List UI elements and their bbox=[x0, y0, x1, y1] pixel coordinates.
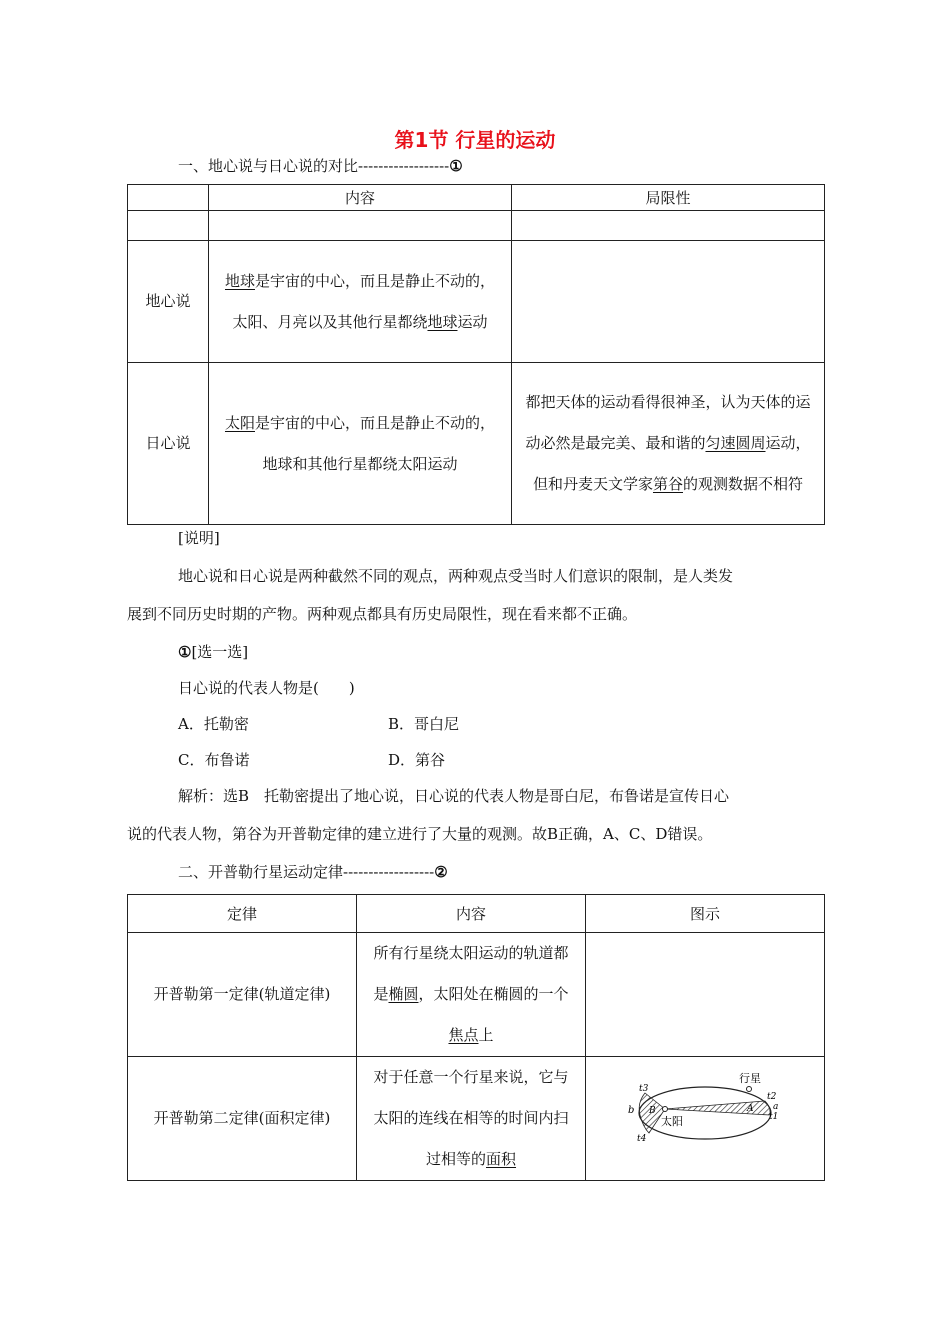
note-paragraph-1: 地心说和日心说是两种截然不同的观点，两种观点受当时人们意识的限制，是人类发 bbox=[178, 567, 734, 585]
geocentric-limit bbox=[512, 241, 825, 363]
note-paragraph-2: 展到不同历史时期的产物。两种观点都具有历史局限性，现在看来都不正确。 bbox=[127, 605, 638, 623]
area-a bbox=[665, 1101, 770, 1115]
sun-label: 太阳 bbox=[661, 1114, 683, 1128]
page-title: 第1节 行星的运动 bbox=[394, 128, 556, 152]
analysis-line-2: 说的代表人物，第谷为开普勒定律的建立进行了大量的观测。故B正确，A、C、D错误。 bbox=[127, 825, 713, 843]
table-header-row: 定律 内容 图示 bbox=[128, 895, 825, 933]
svg-text:b: b bbox=[628, 1104, 635, 1116]
section2-heading: 二、开普勒行星运动定律------------------② bbox=[178, 863, 448, 881]
svg-text:B: B bbox=[649, 1105, 656, 1116]
svg-text:t4: t4 bbox=[637, 1133, 647, 1144]
svg-text:t1: t1 bbox=[769, 1111, 779, 1122]
comparison-table bbox=[127, 184, 825, 525]
note-label: [说明] bbox=[178, 529, 220, 547]
table-header-row: 内容 局限性 bbox=[128, 185, 825, 211]
svg-text:a: a bbox=[773, 1101, 779, 1112]
option-c: C．布鲁诺 bbox=[178, 751, 250, 769]
planet-label: 行星 bbox=[739, 1071, 761, 1085]
heliocentric-limit: 都把天体的运动看得很神圣，认为天体的运动必然是最完美、最和谐的匀速圆周运动，但和丹麦天文学家第谷的观测数据不相符 bbox=[512, 363, 825, 525]
heliocentric-content: 太阳是宇宙的中心，而且是静止不动的，地球和其他行星都绕太阳运动 bbox=[209, 363, 512, 525]
table-row: 开普勒第一定律(轨道定律) 所有行星绕太阳运动的轨道都是椭圆，太阳处在椭圆的一个焦点上 bbox=[128, 933, 825, 1057]
table-row: 日心说 太阳是宇宙的中心，而且是静止不动的，地球和其他行星都绕太阳运动 都把天体的运动看得很神圣，认为天体的运动必然是最完美、最和谐的匀速圆周运动，但和丹麦天文学家第谷的观测数据不相符 bbox=[128, 363, 825, 525]
option-a: A．托勒密 bbox=[178, 715, 249, 733]
sun-dot bbox=[663, 1106, 668, 1111]
geocentric-content: 地球是宇宙的中心，而且是静止不动的，太阳、月亮以及其他行星都绕地球运动 bbox=[209, 241, 512, 363]
marker-1: ① bbox=[449, 157, 463, 175]
second-law-content: 对于任意一个行星来说，它与太阳的连线在相等的时间内扫过相等的面积 bbox=[357, 1057, 586, 1181]
option-b: B．哥白尼 bbox=[388, 715, 460, 733]
option-d: D．第谷 bbox=[388, 751, 446, 769]
svg-text:t3: t3 bbox=[639, 1083, 649, 1094]
kepler-table bbox=[127, 894, 825, 1181]
table-empty-row bbox=[128, 211, 825, 241]
section1-heading: 一、地心说与日心说的对比------------------① bbox=[178, 157, 463, 175]
planet-dot bbox=[747, 1086, 752, 1091]
svg-text:t2: t2 bbox=[767, 1091, 777, 1102]
first-law-content: 所有行星绕太阳运动的轨道都是椭圆，太阳处在椭圆的一个焦点上 bbox=[357, 933, 586, 1057]
table-row: 地心说 地球是宇宙的中心，而且是静止不动的，太阳、月亮以及其他行星都绕地球运动 bbox=[128, 241, 825, 363]
quiz-label: ①[选一选] bbox=[178, 643, 249, 661]
analysis-line-1: 解析：选B 托勒密提出了地心说，日心说的代表人物是哥白尼，布鲁诺是宣传日心 bbox=[178, 787, 730, 805]
second-law-diagram bbox=[586, 1057, 825, 1181]
table-row: 开普勒第二定律(面积定律) 对于任意一个行星来说，它与太阳的连线在相等的时间内扫过相等的面积 行星 太阳 t3 t2 a t1 b t4 B A bbox=[128, 1057, 825, 1181]
svg-text:A: A bbox=[747, 1103, 754, 1114]
marker-2: ② bbox=[434, 863, 448, 881]
quiz-question: 日心说的代表人物是( ) bbox=[178, 679, 355, 697]
kepler-area-diagram bbox=[625, 1071, 785, 1151]
